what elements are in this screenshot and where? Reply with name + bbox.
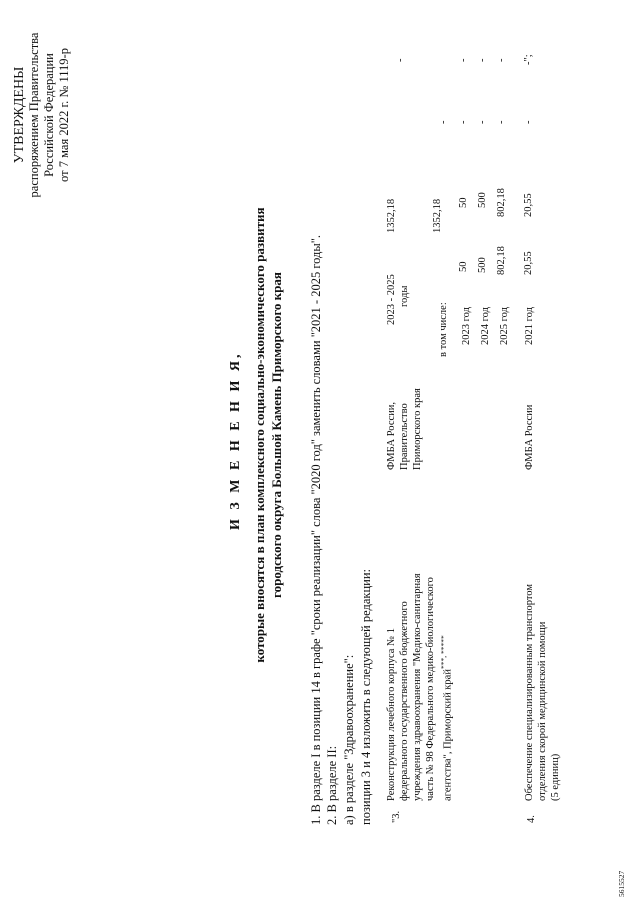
approval-heading: УТВЕРЖДЕНЫ bbox=[12, 66, 27, 164]
row-3-resp-line-2: Правительство bbox=[399, 403, 410, 470]
year-2023-b: 50 bbox=[458, 197, 469, 208]
approval-line-3: от 7 мая 2022 г. № 1119-р bbox=[57, 48, 71, 182]
document-code: 5615527 bbox=[617, 870, 626, 897]
row-3-dash-1: - bbox=[438, 120, 449, 124]
year-2024-a: 500 bbox=[477, 257, 488, 273]
row-3-description bbox=[385, 573, 455, 801]
year-2025-d: - bbox=[496, 58, 507, 62]
approval-block bbox=[12, 25, 72, 205]
row-3-period-line-2: годы bbox=[399, 285, 410, 307]
row-4-total-a: 20,55 bbox=[523, 251, 534, 275]
row-3-desc-line-5-text: агентства", Приморский край bbox=[442, 669, 454, 801]
row-3-footnote: ***, ***** bbox=[439, 635, 448, 670]
row-3-desc-line-3: учреждения здравоохранения "Медико-санитарная bbox=[412, 573, 423, 801]
row-3-desc-line-2: федерального государственного бюджетного bbox=[399, 601, 410, 801]
row-3-period bbox=[385, 274, 411, 325]
paragraph-2: 2. В разделе II: bbox=[325, 745, 339, 825]
row-4-dash-1: - bbox=[523, 120, 534, 124]
year-2023-a: 50 bbox=[458, 261, 469, 272]
paragraph-3: а) в разделе "Здравоохранение": bbox=[342, 654, 356, 825]
row-3-total-b: 1352,18 bbox=[432, 198, 443, 233]
approval-line-1: распоряжением Правительства bbox=[27, 32, 41, 198]
row-3-dash-2: - bbox=[395, 58, 406, 62]
row-4-responsible: ФМБА России bbox=[524, 404, 535, 470]
row-3-resp-line-1: ФМБА России, bbox=[386, 401, 397, 470]
year-2024-c: - bbox=[477, 120, 488, 124]
row-4-description bbox=[523, 584, 562, 801]
subtitle-line-2: городского округа Большой Камень Приморского края bbox=[269, 272, 284, 598]
row-3-desc-line-4: часть № 98 Федерального медико-биологического bbox=[425, 577, 436, 801]
row-3-responsible bbox=[385, 388, 424, 470]
row-4-desc-line-3: (5 единиц) bbox=[550, 753, 561, 801]
year-2025-label: 2025 год bbox=[499, 307, 510, 345]
paragraph-1: 1. В разделе I в позиции 14 в графе "сроки реализации" слова "2020 год" заменить словами "2021 - 2025 годы". bbox=[309, 234, 323, 825]
subtitle-line-1: которые вносятся в план комплексного социально-экономического развития bbox=[252, 207, 267, 663]
row-4-dash-2: -"; bbox=[523, 54, 534, 65]
paragraph-4: позиции 3 и 4 изложить в следующей редакции: bbox=[359, 568, 373, 825]
year-2023-c: - bbox=[458, 120, 469, 124]
year-2025-a: 802,18 bbox=[496, 246, 507, 275]
approval-line-2: Российской Федерации bbox=[42, 53, 56, 177]
row-3-including-label: в том числе: bbox=[438, 302, 449, 357]
row-3-total-a: 1352,18 bbox=[386, 198, 397, 233]
year-2024-b: 500 bbox=[477, 192, 488, 208]
row-3-number: "3. bbox=[391, 810, 402, 823]
document-title: И З М Е Н Е Н И Я, bbox=[228, 351, 243, 530]
year-2024-d: - bbox=[477, 58, 488, 62]
row-3-desc-line-1: Реконструкция лечебного корпуса № 1 bbox=[386, 628, 397, 801]
row-4-number: 4. bbox=[526, 815, 537, 823]
row-3-period-line-1: 2023 - 2025 bbox=[386, 274, 397, 325]
year-2023-label: 2023 год bbox=[461, 307, 472, 345]
year-2023-d: - bbox=[458, 58, 469, 62]
row-4-desc-line-2: отделения скорой медицинской помощи bbox=[537, 621, 548, 801]
year-2025-c: - bbox=[496, 120, 507, 124]
row-4-total-b: 20,55 bbox=[523, 193, 534, 217]
document-subtitle bbox=[251, 165, 285, 705]
row-4-period: 2021 год bbox=[524, 307, 535, 345]
year-2025-b: 802,18 bbox=[496, 188, 507, 217]
row-3-desc-line-5 bbox=[437, 573, 455, 801]
year-2024-label: 2024 год bbox=[480, 307, 491, 345]
row-3-resp-line-3: Приморского края bbox=[412, 388, 423, 470]
row-4-desc-line-1: Обеспечение специализированным транспортом bbox=[524, 584, 535, 801]
